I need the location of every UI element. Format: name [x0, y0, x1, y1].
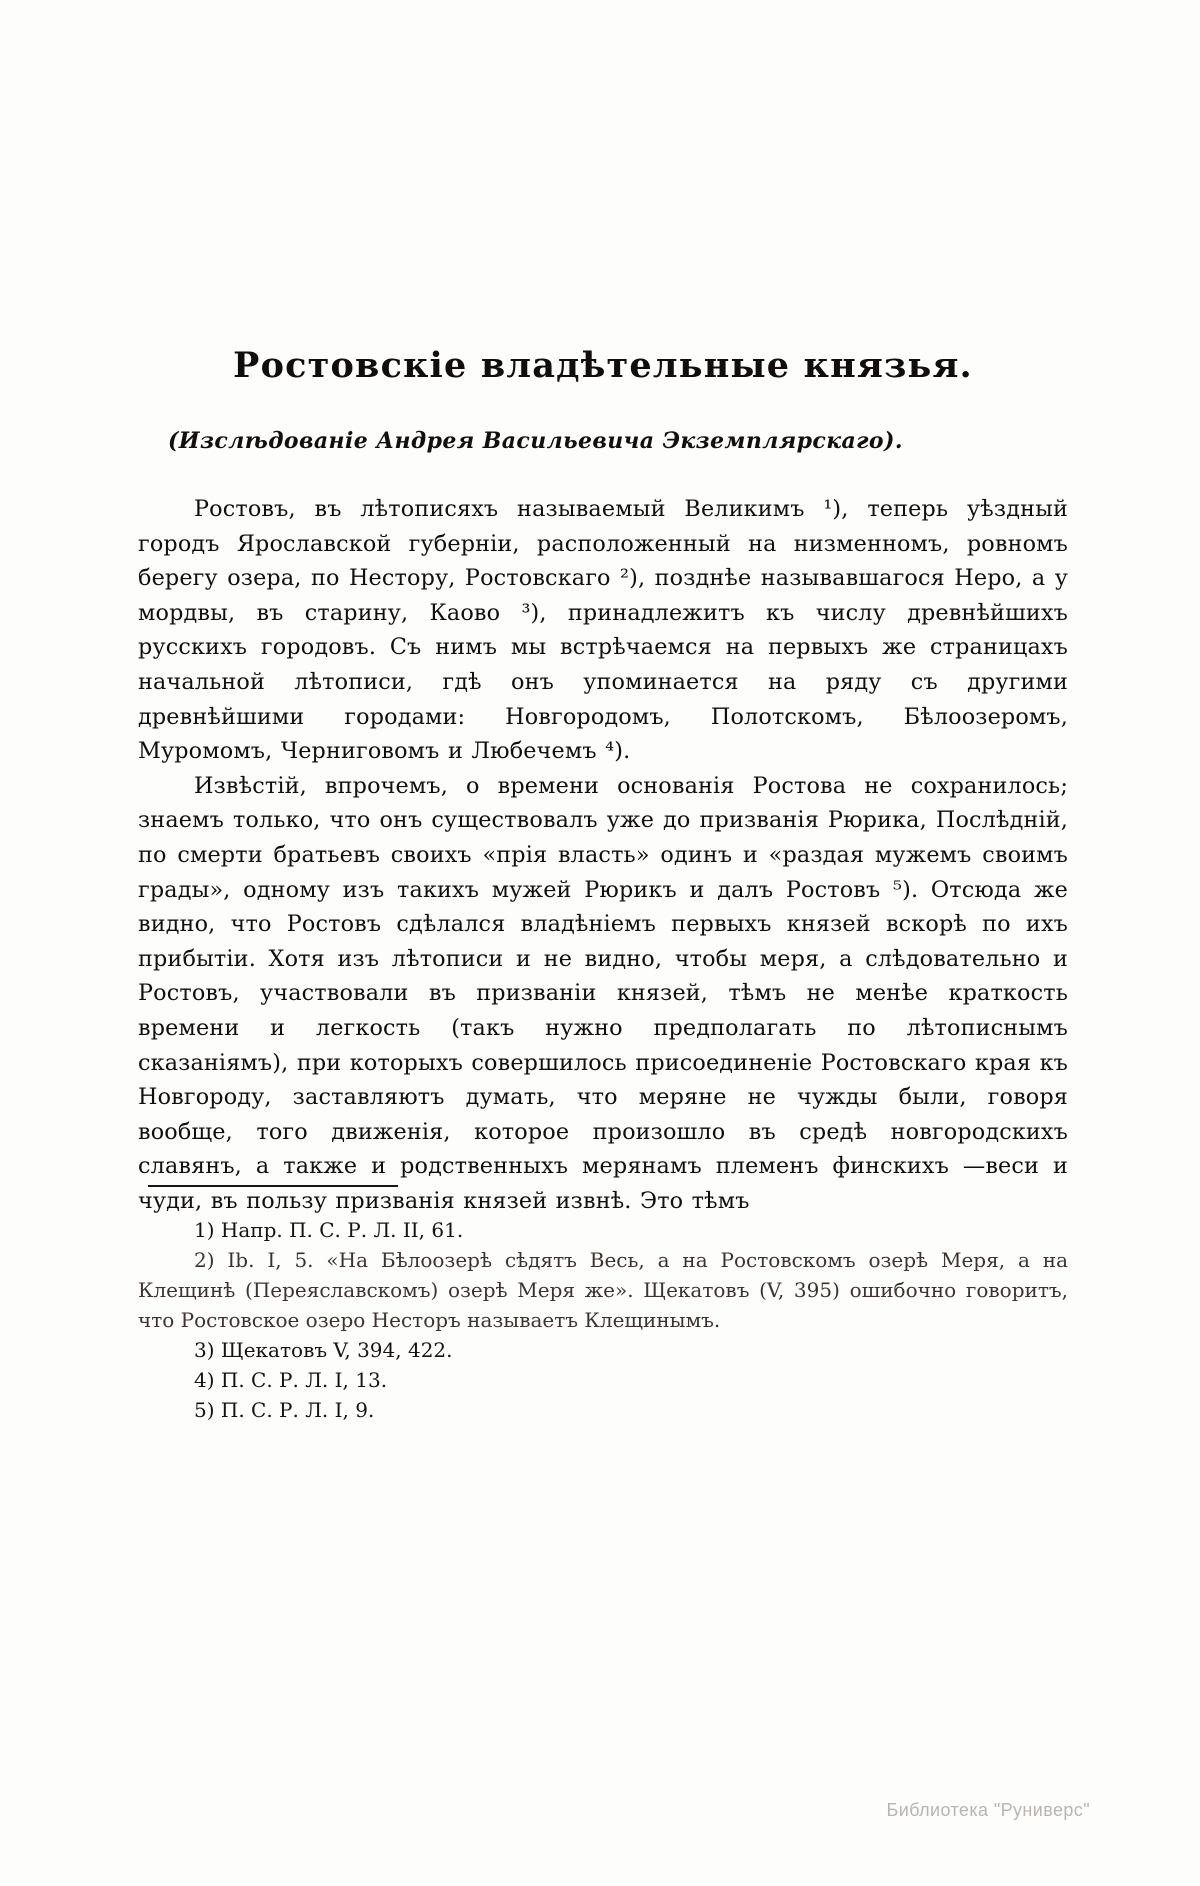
- footnote-item: 5) П. С. Р. Л. I, 9.: [194, 1398, 375, 1422]
- footnote-item: 3) Щекатовъ V, 394, 422.: [194, 1338, 453, 1362]
- footnote-block: [138, 1215, 1068, 1425]
- footnote-divider: [148, 1185, 398, 1187]
- paragraph-2: Извѣстій, впрочемъ, о времени основанія Ростова не сохранилось; знаемъ только, что онъ существовалъ уже до призванія Рюрика, Послѣдній, по смерти братьевъ своихъ «прія власть» одинъ и «раздая мужемъ своимъ грады», одному изъ такихъ мужей Рюрикъ и далъ Ростовъ ⁵). Отсюда же видно, что Ростовъ сдѣлался владѣніемъ первыхъ князей вскорѣ по ихъ прибытіи. Хотя изъ лѣтописи и не видно, чтобы меря, а слѣдовательно и Ростовъ, участвовали въ призваніи князей, тѣмъ не менѣе краткость времени и легкость (такъ нужно предполагать по лѣтописнымъ сказаніямъ), при которыхъ совершилось присоединеніе Ростовскаго края къ Новгороду, заставляютъ думать, что меряне не чужды были, говоря вообще, того движенія, которое произошло въ средѣ новгородскихъ славянъ, а также и родственныхъ мерянамъ племенъ финскихъ —веси и чуди, въ пользу призванія князей извнѣ. Это тѣмъ: [138, 772, 1068, 1214]
- footnote-item: 1) Напр. П. С. Р. Л. II, 61.: [194, 1218, 464, 1242]
- page-title: Ростовскіе владѣтельные князья.: [233, 345, 973, 386]
- paragraph-1: Ростовъ, въ лѣтописяхъ называемый Великимъ ¹), теперь уѣздный городъ Ярославской губерніи, расположенный на низменномъ, ровномъ берегу озера, по Нестору, Ростовскаго ²), позднѣе называвшагося Неро, а у мордвы, въ старину, Каово ³), принадлежитъ къ числу древнѣйшихъ русскихъ городовъ. Съ нимъ мы встрѣчаемся на первыхъ же страницахъ начальной лѣтописи, гдѣ онъ упоминается на ряду съ другими древнѣйшими городами: Новгородомъ, Полотскомъ, Бѣлоозеромъ, Муромомъ, Черниговомъ и Любечемъ ⁴).: [138, 496, 1068, 765]
- footnote-item: 4) П. С. Р. Л. I, 13.: [194, 1368, 388, 1392]
- page-text-block: [138, 0, 1068, 1218]
- footnote-item: 2) Ib. I, 5. «На Бѣлоозерѣ сѣдятъ Весь, а на Ростовскомъ озерѣ Меря, а на Клещинѣ (Переяславскомъ) озерѣ Меря же». Щекатовъ (V, 395) ошибочно говоритъ, что Ростовское озеро Несторъ называетъ Клещинымъ.: [138, 1248, 1068, 1332]
- library-watermark: Библиотека "Руниверс": [886, 1800, 1090, 1820]
- author-attribution: (Изслѣдованіе Андрея Васильевича Экземплярскаго).: [168, 428, 903, 454]
